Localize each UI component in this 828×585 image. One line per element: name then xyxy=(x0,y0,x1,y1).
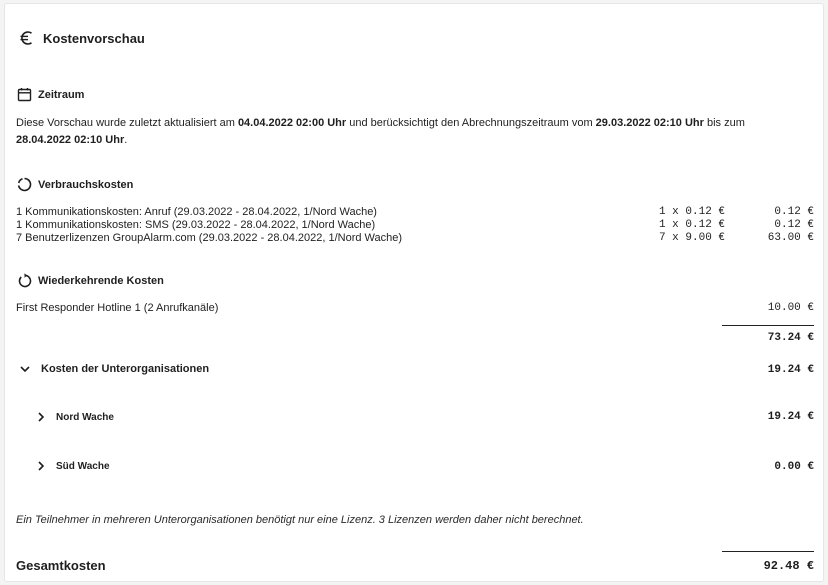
item-amount: 0.12 € xyxy=(774,219,814,231)
cost-preview-card xyxy=(4,3,824,582)
period-text: und berücksichtigt den Abrechnungszeitraum vom xyxy=(346,117,596,129)
total-divider xyxy=(722,551,814,552)
section-wiederkehrende-kosten xyxy=(17,273,164,288)
list-item: First Responder Hotline 1 (2 Anrufkanäle) xyxy=(16,302,219,314)
euro-icon xyxy=(19,30,35,46)
suborg-amount: 19.24 € xyxy=(767,364,814,376)
period-start-date: 29.03.2022 02:10 Uhr xyxy=(595,117,704,129)
subtotal-amount: 73.24 € xyxy=(767,332,814,344)
period-text: Diese Vorschau wurde zuletzt aktualisiert am xyxy=(16,117,238,129)
page-title-text: Kostenvorschau xyxy=(43,30,145,46)
section-zeitraum xyxy=(17,87,84,102)
license-note: Ein Teilnehmer in mehreren Unterorganisationen benötigt nur eine Lizenz. 3 Lizenzen werden daher nicht berechnet. xyxy=(16,514,584,526)
page-title xyxy=(19,30,145,46)
suborg-toggle[interactable] xyxy=(19,363,209,375)
item-amount: 63.00 € xyxy=(767,232,814,244)
chevron-right-icon xyxy=(35,460,47,472)
restart-icon xyxy=(17,273,32,288)
suborg-item-amount: 0.00 € xyxy=(774,461,814,473)
chevron-down-icon xyxy=(19,363,31,375)
item-quantity: 7 x 9.00 € xyxy=(658,232,725,244)
list-item: 7 Benutzerlizenzen GroupAlarm.com (29.03.2022 - 28.04.2022, 1/Nord Wache) xyxy=(16,232,403,244)
item-amount: 0.12 € xyxy=(774,206,814,218)
item-quantity: 1 x 0.12 € xyxy=(658,206,725,218)
suborg-heading: Kosten der Unterorganisationen xyxy=(41,363,210,375)
item-amount: 10.00 € xyxy=(767,302,814,314)
suborg-item-nord-wache[interactable] xyxy=(35,411,114,423)
section-heading-zeitraum: Zeitraum xyxy=(38,88,85,101)
list-item: 1 Kommunikationskosten: SMS (29.03.2022 - 28.04.2022, 1/Nord Wache) xyxy=(16,219,376,231)
last-updated-date: 04.04.2022 02:00 Uhr xyxy=(237,117,347,129)
suborg-item-amount: 19.24 € xyxy=(767,411,814,423)
period-description xyxy=(16,115,806,149)
suborg-item-label: Süd Wache xyxy=(56,460,110,472)
period-end-date: 28.04.2022 02:10 Uhr xyxy=(16,134,125,146)
section-heading-verbrauch: Verbrauchskosten xyxy=(38,178,134,191)
suborg-item-sued-wache[interactable] xyxy=(35,460,110,472)
chevron-right-icon xyxy=(35,411,47,423)
period-text: bis zum xyxy=(703,117,745,129)
section-verbrauchskosten xyxy=(17,177,133,192)
section-heading-wiederkehrend: Wiederkehrende Kosten xyxy=(38,274,164,287)
total-label: Gesamtkosten xyxy=(16,558,106,573)
circle-progress-icon xyxy=(17,177,32,192)
period-text: . xyxy=(124,134,128,146)
item-quantity: 1 x 0.12 € xyxy=(658,219,725,231)
subtotal-divider xyxy=(722,325,814,326)
suborg-item-label: Nord Wache xyxy=(56,411,114,423)
total-amount: 92.48 € xyxy=(763,559,814,573)
calendar-icon xyxy=(17,87,32,102)
list-item: 1 Kommunikationskosten: Anruf (29.03.2022 - 28.04.2022, 1/Nord Wache) xyxy=(16,206,377,218)
